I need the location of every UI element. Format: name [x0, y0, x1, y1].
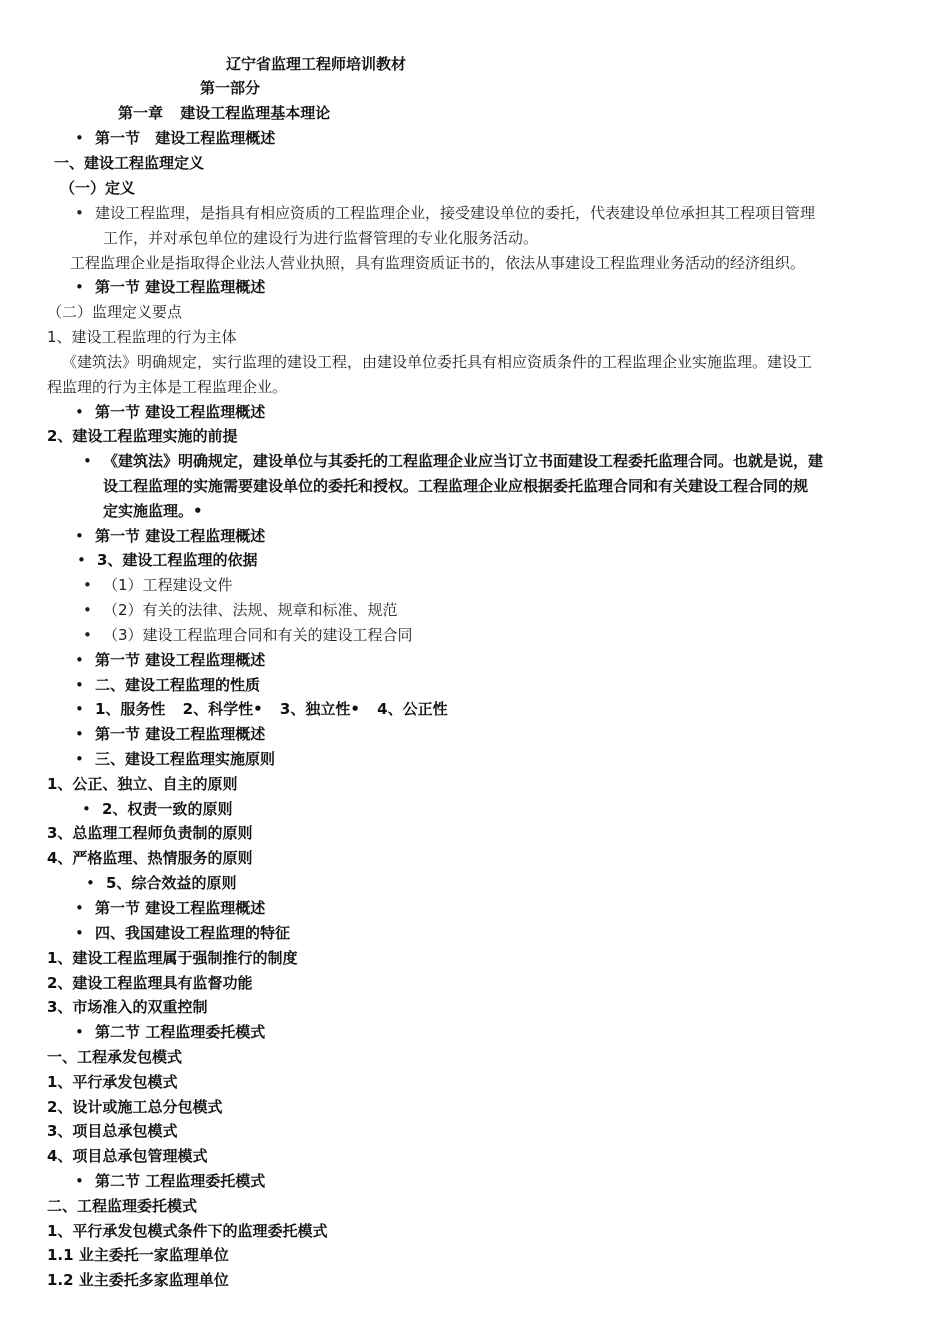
paragraph-line: 工程监理企业是指取得企业法人营业执照，具有监理资质证书的，依法从事建设工程监理业务活动的经济组织。: [70, 254, 806, 272]
list-item: 1、平行承发包模式条件下的监理委托模式: [47, 1222, 328, 1240]
paragraph-line: 设工程监理的实施需要建设单位的委托和授权。工程监理企业应根据委托监理合同和有关建设工程合同的规: [103, 477, 809, 495]
section-heading: • 第一节 建设工程监理概述: [95, 526, 265, 546]
list-item: 1.1 业主委托一家监理单位: [47, 1246, 229, 1264]
list-item: 1、建设工程监理属于强制推行的制度: [47, 949, 298, 967]
paragraph-line: 定实施监理。•: [103, 502, 203, 520]
section-heading: • 第一节 建设工程监理概述: [95, 128, 275, 148]
heading-2: （二）监理定义要点: [47, 303, 183, 321]
list-item: • （2）有关的法律、法规、规章和标准、规范: [103, 600, 398, 620]
list-item: 4、项目总承包管理模式: [47, 1147, 208, 1165]
paragraph-line: 1、建设工程监理的行为主体: [47, 328, 237, 346]
list-item: • （1）工程建设文件: [103, 575, 233, 595]
doc-title: 辽宁省监理工程师培训教材: [226, 55, 407, 73]
list-item: 4、严格监理、热情服务的原则: [47, 849, 253, 867]
section-heading: • 第一节 建设工程监理概述: [95, 277, 265, 297]
section-heading: • 第一节 建设工程监理概述: [95, 724, 265, 744]
paragraph-line: 工作，并对承包单位的建设行为进行监督管理的专业化服务活动。: [103, 229, 539, 247]
heading-1: 一、工程承发包模式: [47, 1048, 183, 1066]
paragraph-line: • 建设工程监理，是指具有相应资质的工程监理企业，接受建设单位的委托，代表建设单位承担其工程项目管理: [95, 203, 815, 223]
list-item: • 5、综合效益的原则: [106, 873, 236, 893]
list-item: 2、设计或施工总分包模式: [47, 1098, 223, 1116]
list-item: • 2、权责一致的原则: [102, 799, 232, 819]
list-item: 1.2 业主委托多家监理单位: [47, 1271, 229, 1289]
list-item: • （3）建设工程监理合同和有关的建设工程合同: [103, 625, 413, 645]
section-heading: • 第二节 工程监理委托模式: [95, 1022, 265, 1042]
section-heading: • 第一节 建设工程监理概述: [95, 402, 265, 422]
heading-1: • 二、建设工程监理的性质: [95, 675, 260, 695]
list-item: • 1、服务性 2、科学性• 3、独立性• 4、公正性: [95, 699, 448, 719]
chapter-heading: 第一章 建设工程监理基本理论: [118, 104, 331, 122]
heading-1: 二、工程监理委托模式: [47, 1197, 198, 1215]
list-item: 3、项目总承包模式: [47, 1122, 178, 1140]
list-item: 3、总监理工程师负责制的原则: [47, 824, 253, 842]
list-item: 1、平行承发包模式: [47, 1073, 178, 1091]
paragraph-line: 程监理的行为主体是工程监理企业。: [47, 378, 288, 396]
list-item: 1、公正、独立、自主的原则: [47, 775, 238, 793]
list-item: 3、市场准入的双重控制: [47, 998, 208, 1016]
heading-1: 一、建设工程监理定义: [54, 154, 205, 172]
heading-2: （一）定义: [60, 179, 136, 197]
paragraph-line: 《建筑法》明确规定，实行监理的建设工程，由建设单位委托具有相应资质条件的工程监理企业实施监理。建设工: [62, 353, 813, 371]
heading-3: 2、建设工程监理实施的前提: [47, 427, 238, 445]
heading-1: • 三、建设工程监理实施原则: [95, 749, 275, 769]
part-heading: 第一部分: [200, 79, 261, 97]
section-heading: • 第一节 建设工程监理概述: [95, 898, 265, 918]
heading-3: • 3、建设工程监理的依据: [97, 550, 257, 570]
paragraph-line: • 《建筑法》明确规定，建设单位与其委托的工程监理企业应当订立书面建设工程委托监理合同。也就是说，建: [103, 451, 823, 471]
section-heading: • 第二节 工程监理委托模式: [95, 1171, 265, 1191]
list-item: 2、建设工程监理具有监督功能: [47, 974, 253, 992]
heading-1: • 四、我国建设工程监理的特征: [95, 923, 290, 943]
section-heading: • 第一节 建设工程监理概述: [95, 650, 265, 670]
